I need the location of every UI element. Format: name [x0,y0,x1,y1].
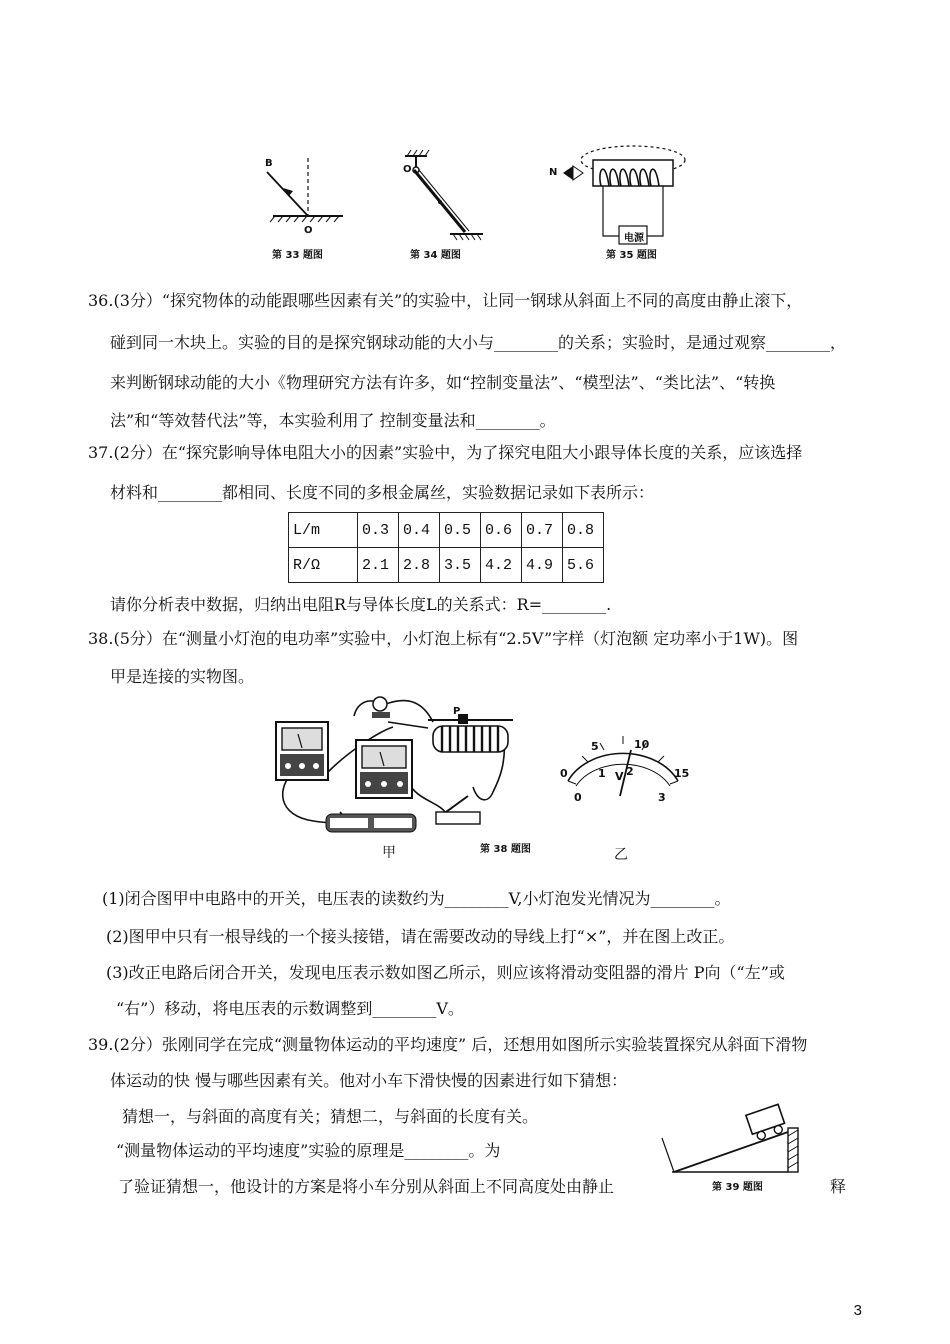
table-row [289,513,604,548]
fig38-label-p: P [453,706,461,717]
table-row [289,548,604,583]
q37-line-3: 请你分析表中数据，归纳出电阻R与导体长度L的关系式：R=________. [110,595,612,614]
voltmeter-scale-bottom-2: 2 [626,765,634,778]
figure-34 [395,148,485,248]
q37-line-1: 37.(2分）在“探究影响导体电阻大小的因素”实验中，为了探究电阻大小跟导体长度的关系，应该选择 [88,443,803,462]
fig35-power-label: 电源 [624,233,644,244]
table-cell: 0.4 [399,513,440,548]
table-head-resistance: R/Ω [289,548,358,583]
fig33-label-b: B [265,158,273,169]
q39-line-5-end: 释 [830,1177,847,1196]
voltmeter-scale-top-0: 0 [560,767,568,780]
fig34-caption: 第 34 题图 [410,250,461,261]
q39-line-3: 猜想一，与斜面的高度有关；猜想二，与斜面的长度有关。 [122,1107,539,1126]
q38-line-1: 38.(5分）在“测量小灯泡的电功率”实验中，小灯泡上标有“2.5V”字样（灯泡额 定功率小于1W)。图 [88,629,799,648]
fig35-label-n: N [549,167,558,178]
fig33-label-o: O [304,225,313,236]
voltmeter-scale-bottom-1: 1 [598,767,606,780]
q38-sub-1: (1)闭合图甲中电路中的开关，电压表的读数约为________V,小灯泡发光情况为________。 [102,889,731,908]
q38-sub-2: (2)图甲中只有一根导线的一个接头接错，请在需要改动的导线上打“×”，并在图上改正。 [106,927,735,946]
voltmeter-scale-top-5: 5 [591,740,599,753]
table-cell: 3.5 [440,548,481,583]
voltmeter-scale-bottom-3: 3 [658,791,666,804]
fig34-label-o: O [403,164,412,175]
table-cell: 0.5 [440,513,481,548]
page-number: 3 [853,1302,862,1319]
figure-39 [660,1094,810,1178]
voltmeter-scale-top-15: 15 [674,767,690,780]
q36-line-1: 36.(3分）“探究物体的动能跟哪些因素有关”的实验中，让同一钢球从斜面上不同的高度由静止滚下， [88,291,803,310]
fig39-caption: 第 39 题图 [712,1182,763,1193]
figure-38-circuit [268,692,538,852]
table-cell: 0.3 [358,513,399,548]
q36-line-3: 来判断钢球动能的大小《物理研究方法有许多，如“控制变量法”、“模型法”、“类比法”、“转换 [110,373,776,392]
resistance-table [288,512,604,583]
table-cell: 2.1 [358,548,399,583]
table-cell: 0.6 [481,513,522,548]
fig38-label-yi: 乙 [614,847,628,863]
table-cell: 2.8 [399,548,440,583]
fig33-caption: 第 33 题图 [272,250,323,261]
q38-sub-4: “右”）移动，将电压表的示数调整到________V。 [116,999,464,1018]
figure-35 [545,140,695,250]
table-head-length: L/m [289,513,358,548]
voltmeter-scale-bottom-0: 0 [574,791,582,804]
q39-line-1: 39.(2分）张刚同学在完成“测量物体运动的平均速度” 后，还想用如图所示实验装置探究从斜面下滑物 [88,1035,808,1054]
table-cell: 0.8 [563,513,604,548]
q36-line-4: 法”和“等效替代法”等，本实验利用了 控制变量法和________。 [110,411,556,430]
fig35-caption: 第 35 题图 [606,250,657,261]
q38-sub-3: (3)改正电路后闭合开关，发现电压表示数如图乙所示，则应该将滑动变阻器的滑片 P向（“左”或 [106,963,785,982]
q39-line-2: 体运动的快 慢与哪些因素有关。他对小车下滑快慢的因素进行如下猜想： [110,1071,628,1090]
table-cell: 0.7 [522,513,563,548]
table-cell: 5.6 [563,548,604,583]
q39-line-4: “测量物体运动的平均速度”实验的原理是________。为 [116,1141,501,1160]
q37-line-2: 材料和________都相同、长度不同的多根金属丝，实验数据记录如下表所示： [110,483,655,502]
table-cell: 4.9 [522,548,563,583]
q38-line-2: 甲是连接的实物图。 [110,667,255,686]
table-cell: 4.2 [481,548,522,583]
voltmeter-unit: V [615,770,624,783]
q36-line-2: 碰到同一木块上。实验的目的是探究钢球动能的大小与________的关系；实验时，是通过观察________， [110,333,847,352]
voltmeter-scale-top-10: 10 [634,738,650,751]
fig38-caption: 第 38 题图 [480,844,531,855]
q39-line-5: 了验证猜想一，他设计的方案是将小车分别从斜面上不同高度处由静止 [118,1177,615,1196]
fig38-label-jia: 甲 [382,845,396,861]
